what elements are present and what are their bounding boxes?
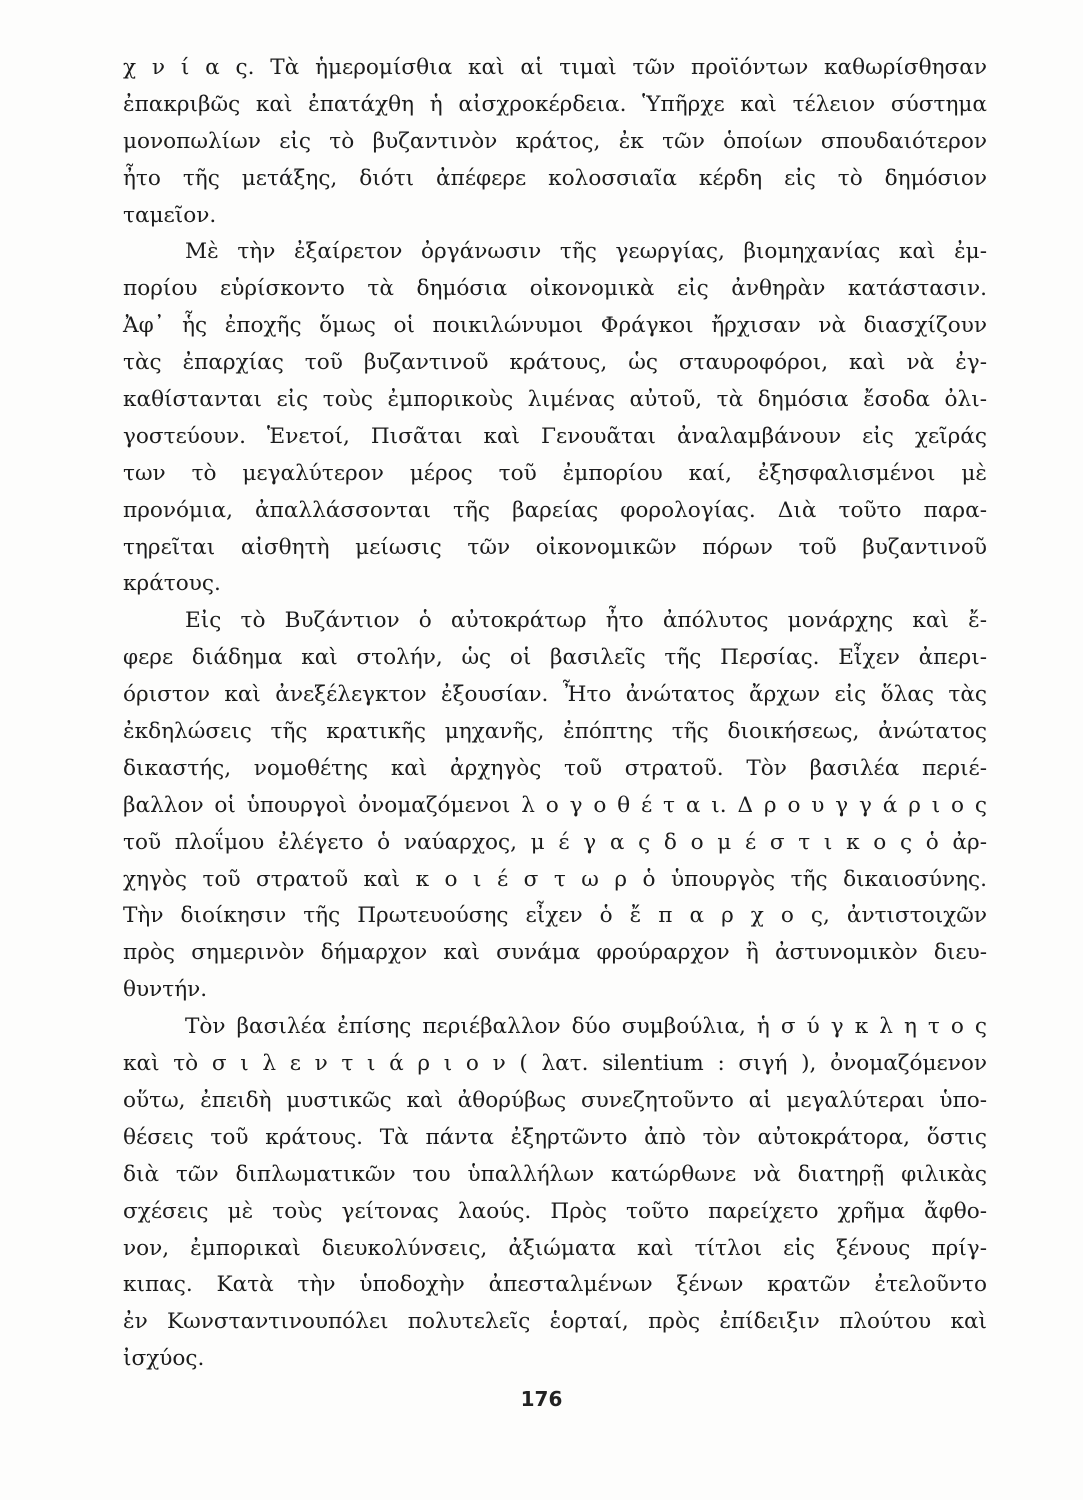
body-text [123, 50, 987, 1378]
text-line: ἐκδηλώσεις τῆς κρατικῆς μηχανῆς, ἐπόπτης τῆς διοικήσεως, ἀνώτατος [123, 719, 987, 745]
text-line: χηγὸς τοῦ στρατοῦ καὶ κ ο ι έ σ τ ω ρ ὁ ὑπουργὸς τῆς δικαιοσύνης. [123, 866, 987, 892]
text-line: τοῦ πλοΐμου ἐλέγετο ὁ ναύαρχος, μ έ γ α ς δ ο μ έ σ τ ι κ ο ς ὁ ἀρ- [123, 829, 987, 855]
text-line: οὕτω, ἐπειδὴ μυστικῶς καὶ ἀθορύβως συνεζητοῦντο αἱ μεγαλύτεραι ὑπο- [123, 1087, 987, 1113]
text-line: Τὴν διοίκησιν τῆς Πρωτευούσης εἶχεν ὁ ἔ π α ρ χ ο ς, ἀντιστοιχῶν [123, 903, 987, 929]
text-line: κιπας. Κατὰ τὴν ὑποδοχὴν ἀπεσταλμένων ξένων κρατῶν ἐτελοῦντο [123, 1272, 987, 1298]
text-line: Μὲ τὴν ἐξαίρετον ὀργάνωσιν τῆς γεωργίας, βιομηχανίας καὶ ἐμ- [185, 239, 987, 265]
text-line: καὶ τὸ σ ι λ ε ν τ ι ά ρ ι ο ν ( λατ. silentium : σιγή ), ὀνομαζόμενον [123, 1051, 987, 1077]
text-line: προνόμια, ἀπαλλάσσονται τῆς βαρείας φορολογίας. Διὰ τοῦτο παρα- [123, 497, 987, 523]
text-line: ἐν Κωνσταντινουπόλει πολυτελεῖς ἑορταί, πρὸς ἐπίδειξιν πλούτου καὶ [123, 1309, 987, 1335]
text-line: καθίστανται εἰς τοὺς ἐμπορικοὺς λιμένας αὐτοῦ, τὰ δημόσια ἔσοδα ὀλι- [123, 387, 987, 413]
text-line: θέσεις τοῦ κράτους. Τὰ πάντα ἐξηρτῶντο ἀπὸ τὸν αὐτοκράτορα, ὅστις [123, 1124, 987, 1150]
text-line: δικαστής, νομοθέτης καὶ ἀρχηγὸς τοῦ στρατοῦ. Τὸν βασιλέα περιέ- [123, 755, 987, 781]
page-number: 176 [520, 1387, 563, 1411]
text-line: ἐπακριβῶς καὶ ἐπατάχθη ἡ αἰσχροκέρδεια. Ὑπῆρχε καὶ τέλειον σύστημα [123, 91, 987, 117]
text-line: πρὸς σημερινὸν δήμαρχον καὶ συνάμα φρούραρχον ἢ ἀστυνομικὸν διευ- [123, 940, 987, 966]
text-line: χ ν ί α ς. Τὰ ἡμερομίσθια καὶ αἱ τιμαὶ τῶν προϊόντων καθωρίσθησαν [123, 55, 987, 80]
text-line: κράτους. [123, 571, 221, 597]
text-line: μονοπωλίων εἰς τὸ βυζαντινὸν κράτος, ἐκ τῶν ὁποίων σπουδαιότερον [123, 128, 987, 154]
text-line: Εἰς τὸ Βυζάντιον ὁ αὐτοκράτωρ ἦτο ἀπόλυτος μονάρχης καὶ ἔ- [185, 608, 987, 634]
text-line: διὰ τῶν διπλωματικῶν του ὑπαλλήλων κατώρθωνε νὰ διατηρῇ φιλικὰς [123, 1161, 987, 1187]
text-line: σχέσεις μὲ τοὺς γείτονας λαούς. Πρὸς τοῦτο παρείχετο χρῆμα ἄφθο- [123, 1198, 987, 1224]
text-line: τὰς ἐπαρχίας τοῦ βυζαντινοῦ κράτους, ὡς σταυροφόροι, καὶ νὰ ἐγ- [123, 350, 987, 376]
text-line: νον, ἐμπορικαὶ διευκολύνσεις, ἀξιώματα καὶ τίτλοι εἰς ξένους πρίγ- [123, 1235, 987, 1261]
text-line: τηρεῖται αἰσθητὴ μείωσις τῶν οἰκονομικῶν πόρων τοῦ βυζαντινοῦ [123, 534, 987, 560]
text-line: βαλλον οἱ ὑπουργοὶ ὀνομαζόμενοι λ ο γ ο θ έ τ α ι. Δ ρ ο υ γ γ ά ρ ι ο ς [123, 792, 987, 818]
text-line: Ἀφ᾽ ἧς ἐποχῆς ὅμως οἱ ποικιλώνυμοι Φράγκοι ἤρχισαν νὰ διασχίζουν [123, 313, 987, 339]
text-line: των τὸ μεγαλύτερον μέρος τοῦ ἐμπορίου καί, ἐξησφαλισμένοι μὲ [123, 460, 987, 486]
text-line: ἰσχύος. [123, 1346, 205, 1372]
text-line: Τὸν βασιλέα ἐπίσης περιέβαλλον δύο συμβούλια, ἡ σ ύ γ κ λ η τ ο ς [185, 1014, 987, 1040]
text-line: όριστον καὶ ἀνεξέλεγκτον ἐξουσίαν. Ἦτο ἀνώτατος ἄρχων εἰς ὅλας τὰς [123, 682, 987, 708]
text-line: γοστεύουν. Ἑνετοί, Πισᾶται καὶ Γενουᾶται ἀναλαμβάνουν εἰς χεῖράς [123, 423, 987, 449]
text-line: θυντήν. [123, 977, 208, 1003]
text-line: φερε διάδημα καὶ στολήν, ὡς οἱ βασιλεῖς τῆς Περσίας. Εἶχεν ἀπερι- [123, 645, 987, 671]
text-line: πορίου εὑρίσκοντο τὰ δημόσια οἰκονομικὰ εἰς ἀνθηρὰν κατάστασιν. [123, 276, 987, 302]
text-line: ἦτο τῆς μετάξης, διότι ἀπέφερε κολοσσιαῖα κέρδη εἰς τὸ δημόσιον [123, 165, 987, 191]
text-line: ταμεῖον. [123, 202, 217, 228]
